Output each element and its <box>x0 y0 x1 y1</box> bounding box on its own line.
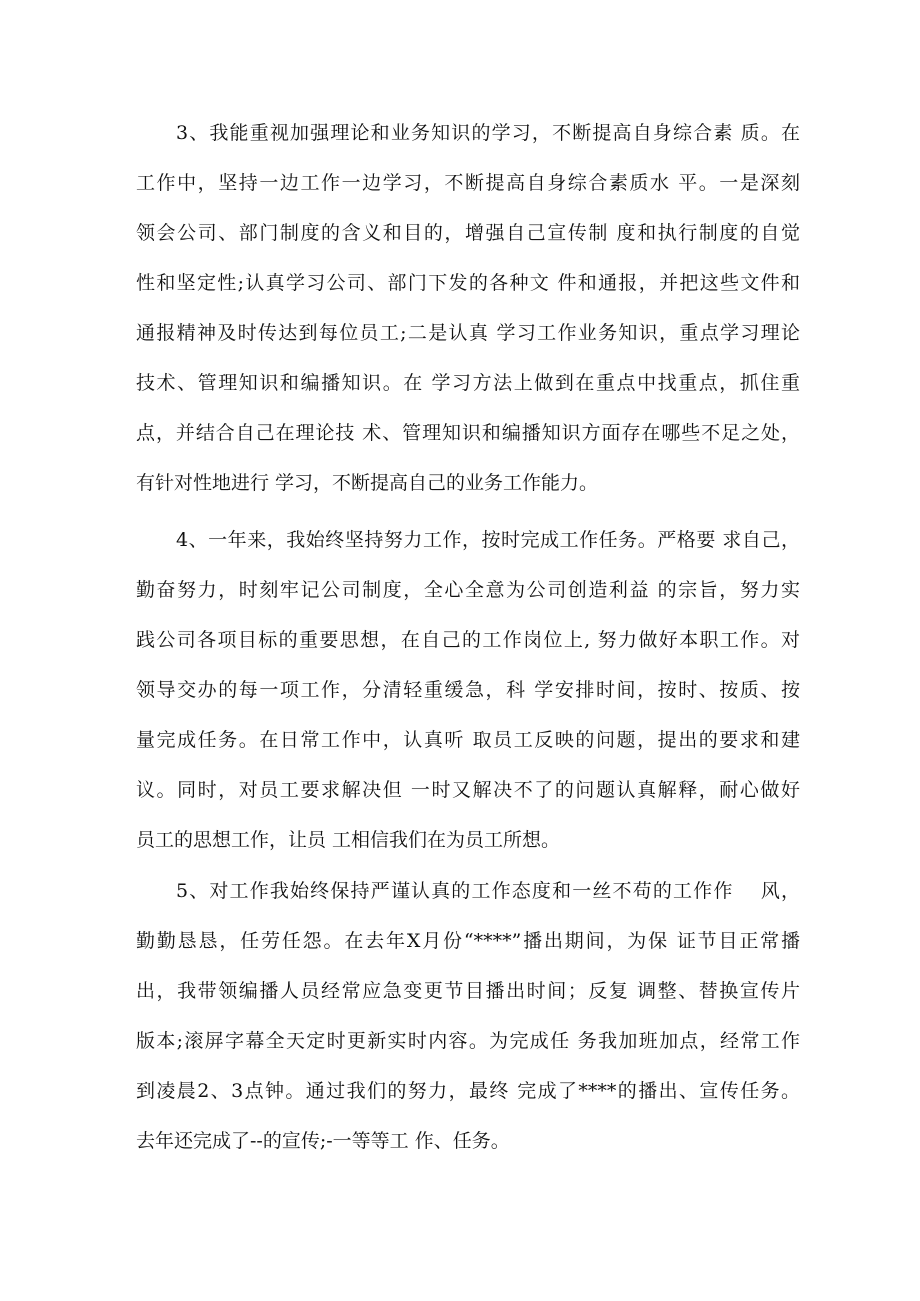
paragraph-line: 工作中，坚持一边工作一边学习，不断提高自身综合素质水 平。一是深刻 <box>136 172 800 194</box>
paragraph-line: 出，我带领编播人员经常应急变更节目播出时间；反复 调整、替换宣传片 <box>136 980 800 1002</box>
paragraph-line: 去年还完成了--的宣传;-一等等工 作、任务。 <box>136 1130 510 1152</box>
paragraph-line: 到凌晨2、3点钟。通过我们的努力，最终 完成了****的播出、宣传任务。 <box>136 1080 800 1102</box>
paragraph-item-4 <box>136 515 800 865</box>
paragraph-line: 议。同时，对员工要求解决但 一时又解决不了的问题认真解释，耐心做好 <box>136 779 800 801</box>
paragraph-item-5 <box>136 866 800 1166</box>
paragraph-line: 4、一年来，我始终坚持努力工作，按时完成工作任务。严格要 求自己， <box>176 529 800 551</box>
paragraph-line: 3、我能重视加强理论和业务知识的学习，不断提高自身综合素 质。在 <box>176 122 800 144</box>
paragraph-line: 5、对工作我始终保持严谨认真的工作态度和一丝不苟的工作作 风， <box>176 880 800 902</box>
paragraph-line: 通报精神及时传达到每位员工;二是认真 学习工作业务知识，重点学习理论 <box>136 322 800 344</box>
paragraph-line: 领导交办的每一项工作，分清轻重缓急，科 学安排时间，按时、按质、按 <box>136 679 800 701</box>
paragraph-line: 勤勤恳恳，任劳任怨。在去年X月份“****”播出期间，为保 证节目正常播 <box>136 930 800 952</box>
paragraph-line: 有针对性地进行 学习，不断提高自己的业务工作能力。 <box>136 472 599 494</box>
paragraph-item-3 <box>136 108 800 508</box>
paragraph-line: 性和坚定性;认真学习公司、部门下发的各种文 件和通报，并把这些文件和 <box>136 272 800 294</box>
paragraph-line: 践公司各项目标的重要思想，在自己的工作岗位上, 努力做好本职工作。对 <box>136 629 800 651</box>
paragraph-line: 技术、管理知识和编播知识。在 学习方法上做到在重点中找重点，抓住重 <box>136 372 800 394</box>
paragraph-line: 量完成任务。在日常工作中，认真听 取员工反映的问题，提出的要求和建 <box>136 729 800 751</box>
paragraph-line: 点，并结合自己在理论技 术、管理知识和编播知识方面存在哪些不足之处， <box>136 422 800 444</box>
paragraph-line: 版本;滚屏字幕全天定时更新实时内容。为完成任 务我加班加点，经常工作 <box>136 1030 800 1052</box>
paragraph-line: 领会公司、部门制度的含义和目的，增强自己宣传制 度和执行制度的自觉 <box>136 222 800 244</box>
paragraph-line: 勤奋努力，时刻牢记公司制度，全心全意为公司创造利益 的宗旨，努力实 <box>136 579 800 601</box>
paragraph-line: 员工的思想工作，让员 工相信我们在为员工所想。 <box>136 829 561 851</box>
